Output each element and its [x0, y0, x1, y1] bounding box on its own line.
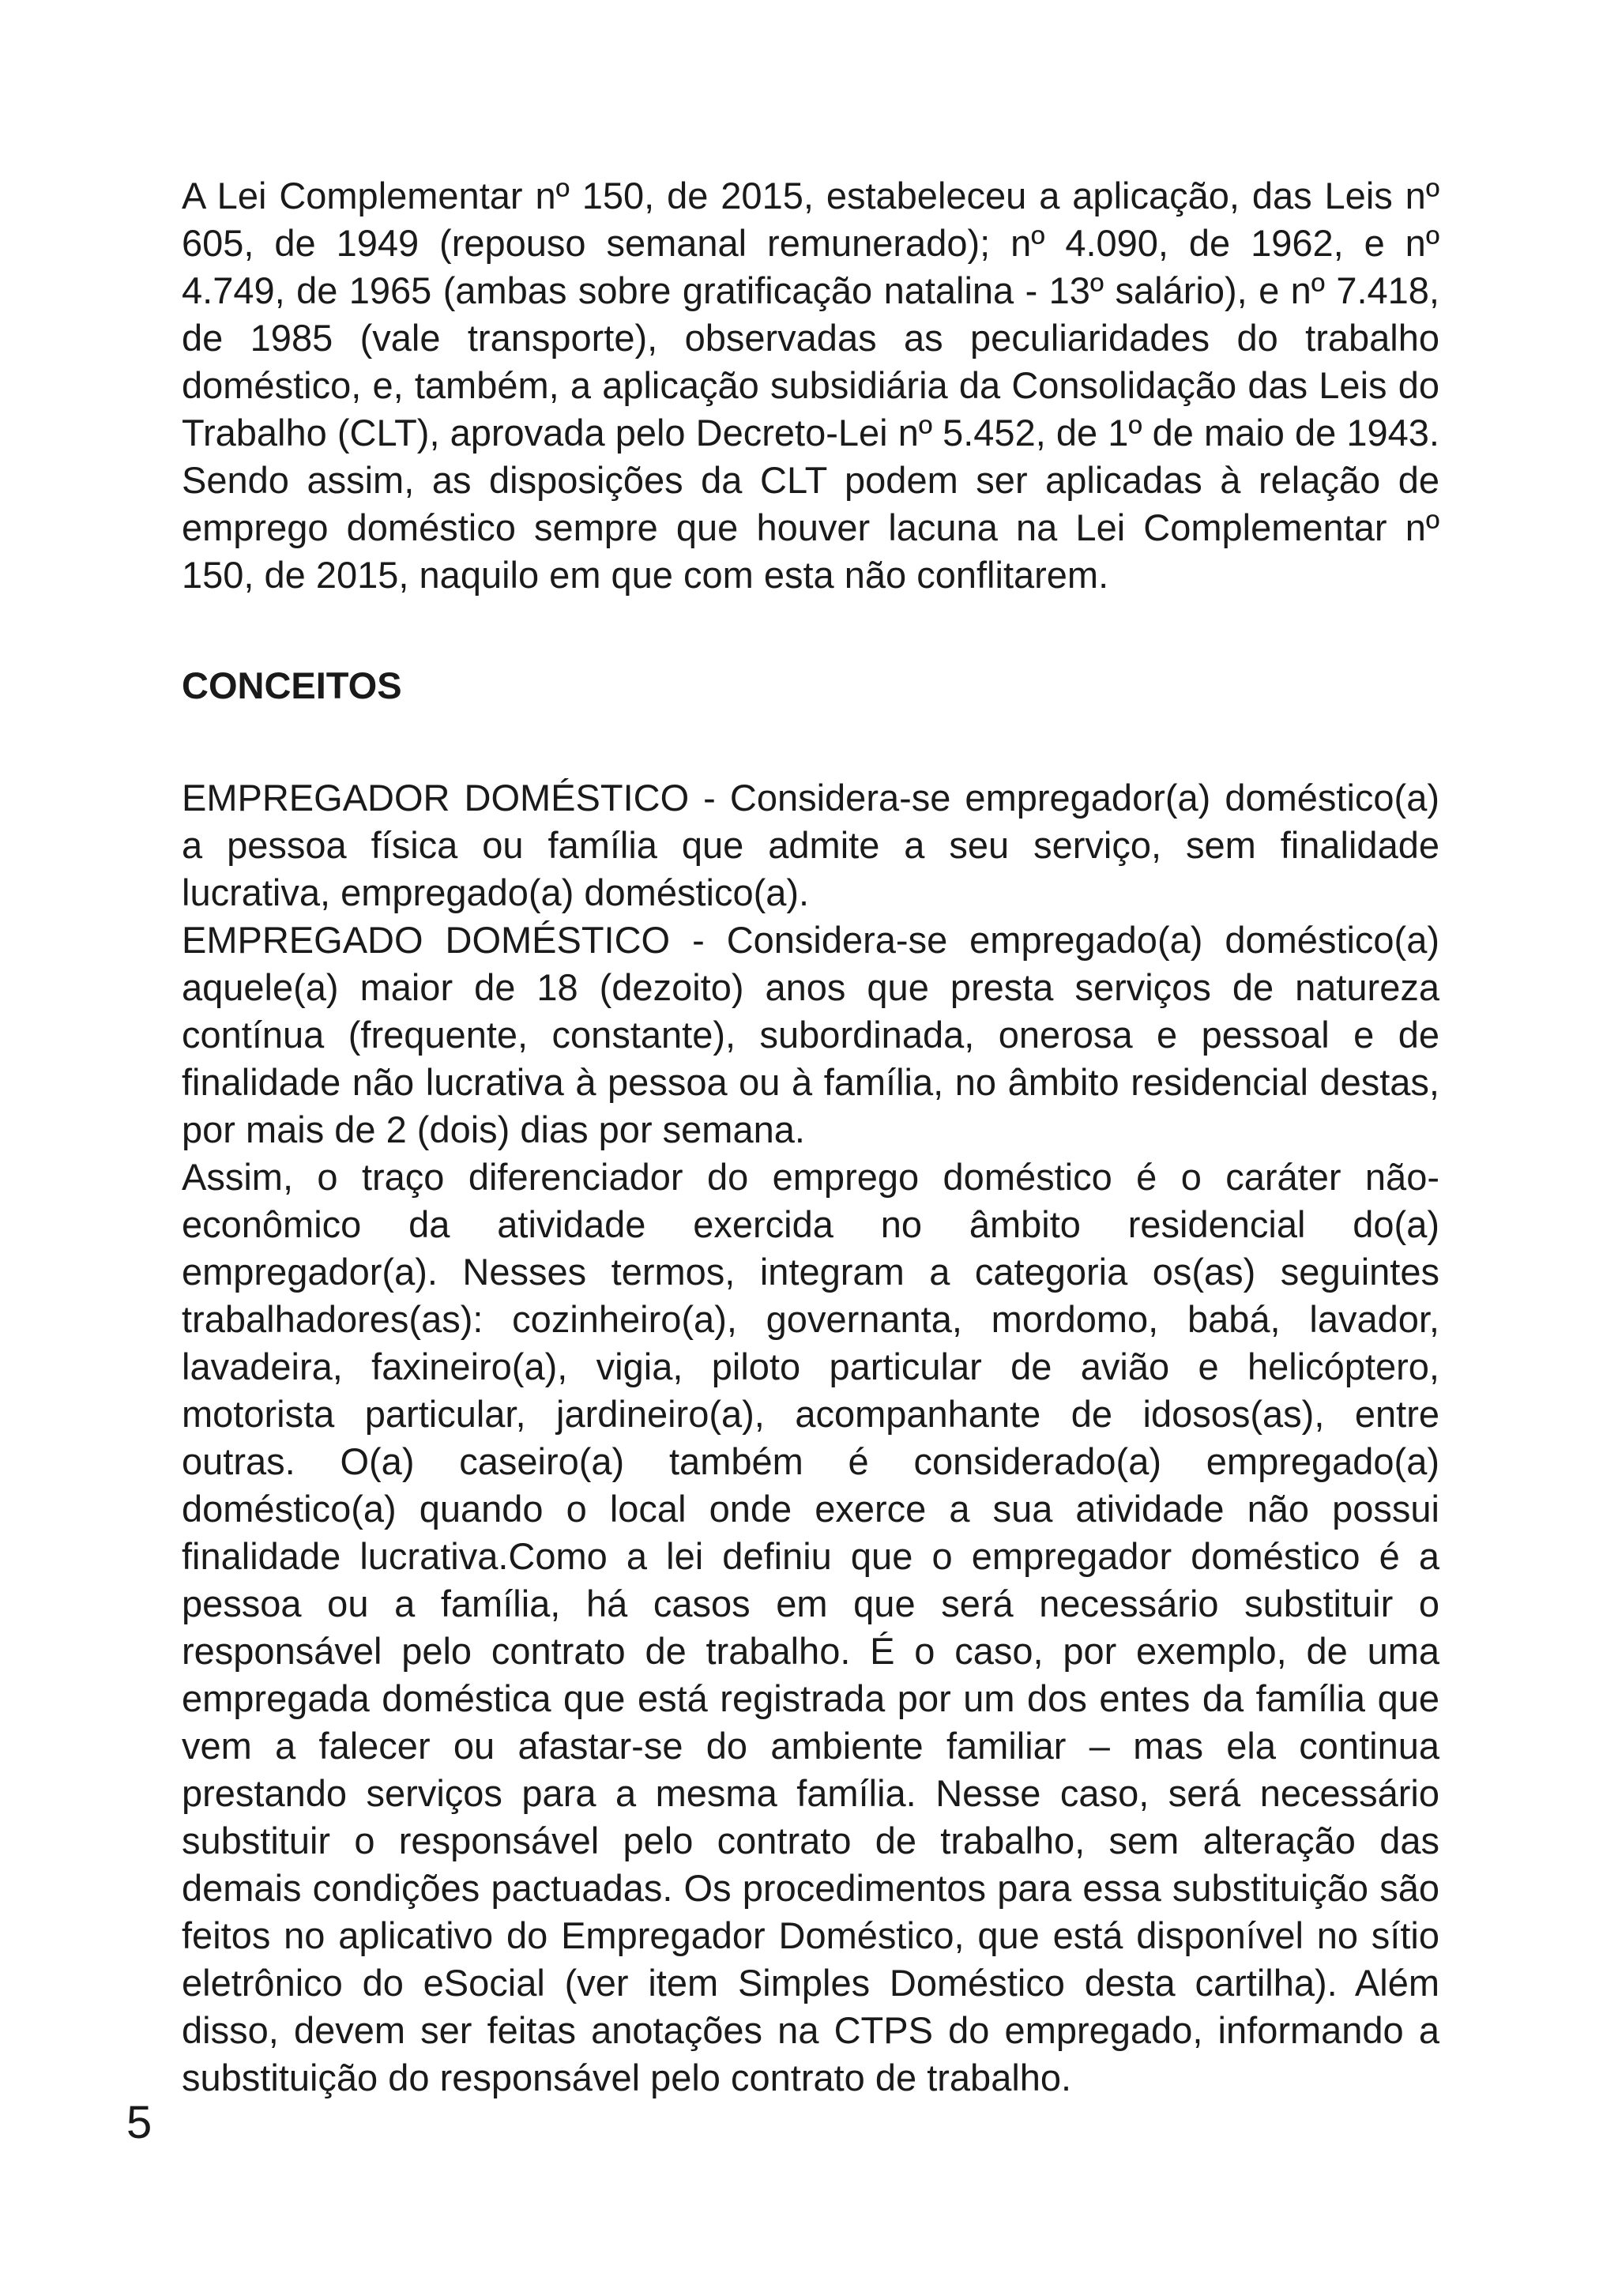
employer-definition: EMPREGADOR DOMÉSTICO - Considera-se empregador(a) doméstico(a) a pessoa física ou família que admite a seu serviço, sem finalidade lucrativa, empregado(a) doméstico(a).: [182, 777, 1439, 913]
employee-definition: EMPREGADO DOMÉSTICO - Considera-se empregado(a) doméstico(a) aquele(a) maior de 18 (dezoito) anos que presta serviços de natureza contínua (frequente, constante), subordinada, onerosa e pessoal e de finalidade não lucrativa à pessoa ou à família, no âmbito residencial destas, por mais de 2 (dois) dias por semana.: [182, 919, 1439, 1150]
intro-paragraph: A Lei Complementar nº 150, de 2015, estabeleceu a aplicação, das Leis nº 605, de 1949 (repouso semanal remunerado); nº 4.090, de 1962, e nº 4.749, de 1965 (ambas sobre gratificação natalina - 13º salário), e nº 7.418, de 1985 (vale transporte), observadas as peculiaridades do trabalho doméstico, e, também, a aplicação subsidiária da Consolidação das Leis do Trabalho (CLT), aprovada pelo Decreto-Lei nº 5.452, de 1º de maio de 1943. Sendo assim, as disposições da CLT podem ser aplicadas à relação de emprego doméstico sempre que houver lacuna na Lei Complementar nº 150, de 2015, naquilo em que com esta não conflitarem.: [182, 175, 1439, 596]
page-number: 5: [126, 2097, 152, 2148]
document-body: [182, 172, 1439, 2102]
section-heading: CONCEITOS: [182, 664, 402, 706]
body-paragraph: Assim, o traço diferenciador do emprego doméstico é o caráter não-econômico da atividade exercida no âmbito residencial do(a) empregador(a). Nesses termos, integram a categoria os(as) seguintes trabalhadores(as): cozinheiro(a), governanta, mordomo, babá, lavador, lavadeira, faxineiro(a), vigia, piloto particular de avião e helicóptero, motorista particular, jardineiro(a), acompanhante de idosos(as), entre outras. O(a) caseiro(a) também é considerado(a) empregado(a) doméstico(a) quando o local onde exerce a sua atividade não possui finalidade lucrativa.Como a lei definiu que o empregador doméstico é a pessoa ou a família, há casos em que será necessário substituir o responsável pelo contrato de trabalho. É o caso, por exemplo, de uma empregada doméstica que está registrada por um dos entes da família que vem a falecer ou afastar-se do ambiente familiar – mas ela continua prestando serviços para a mesma família. Nesse caso, será necessário substituir o responsável pelo contrato de trabalho, sem alteração das demais condições pactuadas. Os procedimentos para essa substituição são feitos no aplicativo do Empregador Doméstico, que está disponível no sítio eletrônico do eSocial (ver item Simples Doméstico desta cartilha). Além disso, devem ser feitas anotações na CTPS do empregado, informando a substituição do responsável pelo contrato de trabalho.: [182, 1156, 1439, 2098]
